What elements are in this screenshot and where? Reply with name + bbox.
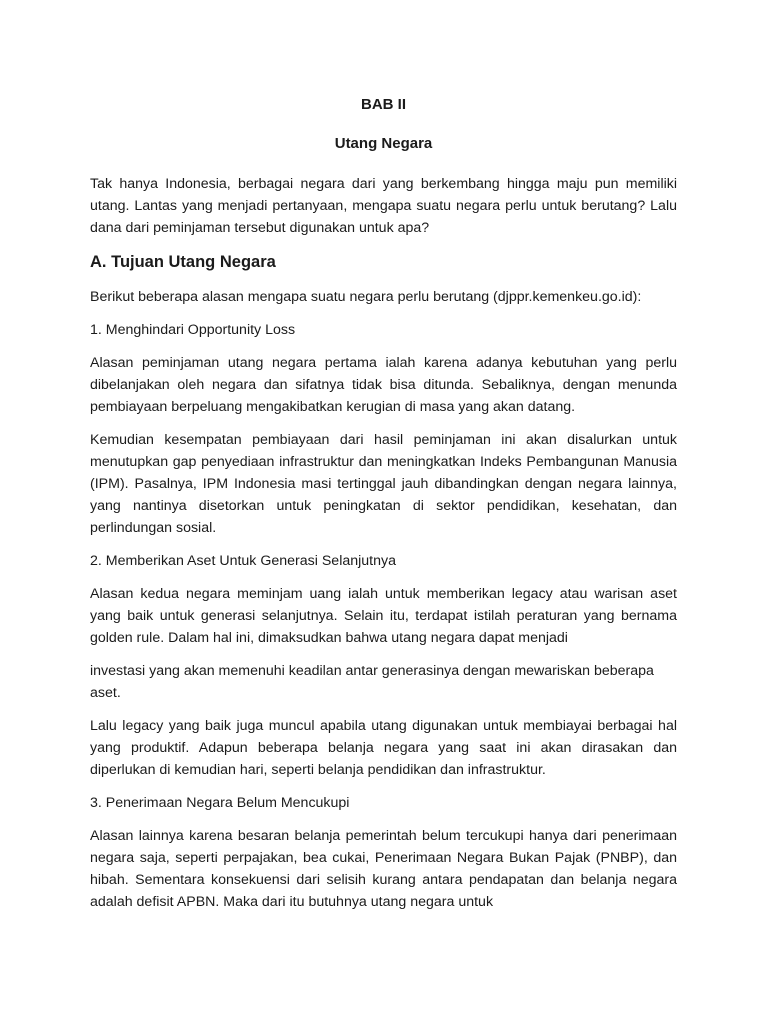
item-2-paragraph-3: Lalu legacy yang baik juga muncul apabila utang digunakan untuk membiayai berbagai hal yang produktif. Adapun beberapa belanja negara yang saat ini akan dirasakan dan diperlukan di kemudian hari, seperti belanja pendidikan dan infrastruktur. xyxy=(90,718,677,778)
item-2-paragraph-2: investasi yang akan memenuhi keadilan antar generasinya dengan mewariskan beberapa aset. xyxy=(90,663,654,701)
document-body xyxy=(90,94,677,924)
item-1-paragraph-1: Alasan peminjaman utang negara pertama ialah karena adanya kebutuhan yang perlu dibelanjakan oleh negara dan sifatnya tidak bisa ditunda. Sebaliknya, dengan menunda pembiayaan berpeluang mengakibatkan kerugian di masa yang akan datang. xyxy=(90,355,677,415)
item-3-paragraph-1: Alasan lainnya karena besaran belanja pemerintah belum tercukupi hanya dari penerimaan negara saja, seperti perpajakan, bea cukai, Penerimaan Negara Bukan Pajak (PNBP), dan hibah. Sementara konsekuensi dari selisih kurang antara pendapatan dan belanja negara adalah defisit APBN. Maka dari itu butuhnya utang negara untuk xyxy=(90,828,677,910)
item-1-paragraph-2: Kemudian kesempatan pembiayaan dari hasil peminjaman ini akan disalurkan untuk menutupkan gap penyediaan infrastruktur dan meningkatkan Indeks Pembangunan Manusia (IPM). Pasalnya, IPM Indonesia masi tertinggal jauh dibandingkan dengan negara lainnya, yang nantinya disetorkan untuk peningkatan di sektor pendidikan, kesehatan, dan perlindungan sosial. xyxy=(90,432,677,536)
section-a-heading: A. Tujuan Utang Negara xyxy=(90,253,276,271)
item-3-heading: 3. Penerimaan Negara Belum Mencukupi xyxy=(90,795,350,811)
chapter-label: BAB II xyxy=(361,96,406,113)
item-1-heading: 1. Menghindari Opportunity Loss xyxy=(90,322,296,338)
section-a-lead: Berikut beberapa alasan mengapa suatu negara perlu berutang (djppr.kemenkeu.go.id): xyxy=(90,289,642,305)
document-title: Utang Negara xyxy=(334,135,433,152)
item-2-paragraph-1: Alasan kedua negara meminjam uang ialah untuk memberikan legacy atau warisan aset yang baik untuk generasi selanjutnya. Selain itu, terdapat istilah peraturan yang bernama golden rule. Dalam hal ini, dimaksudkan bahwa utang negara dapat menjadi xyxy=(90,586,677,646)
intro-paragraph: Tak hanya Indonesia, berbagai negara dari yang berkembang hingga maju pun memiliki utang. Lantas yang menjadi pertanyaan, mengapa suatu negara perlu untuk berutang? Lalu dana dari peminjaman tersebut digunakan untuk apa? xyxy=(90,176,677,236)
item-2-heading: 2. Memberikan Aset Untuk Generasi Selanjutnya xyxy=(90,553,396,569)
